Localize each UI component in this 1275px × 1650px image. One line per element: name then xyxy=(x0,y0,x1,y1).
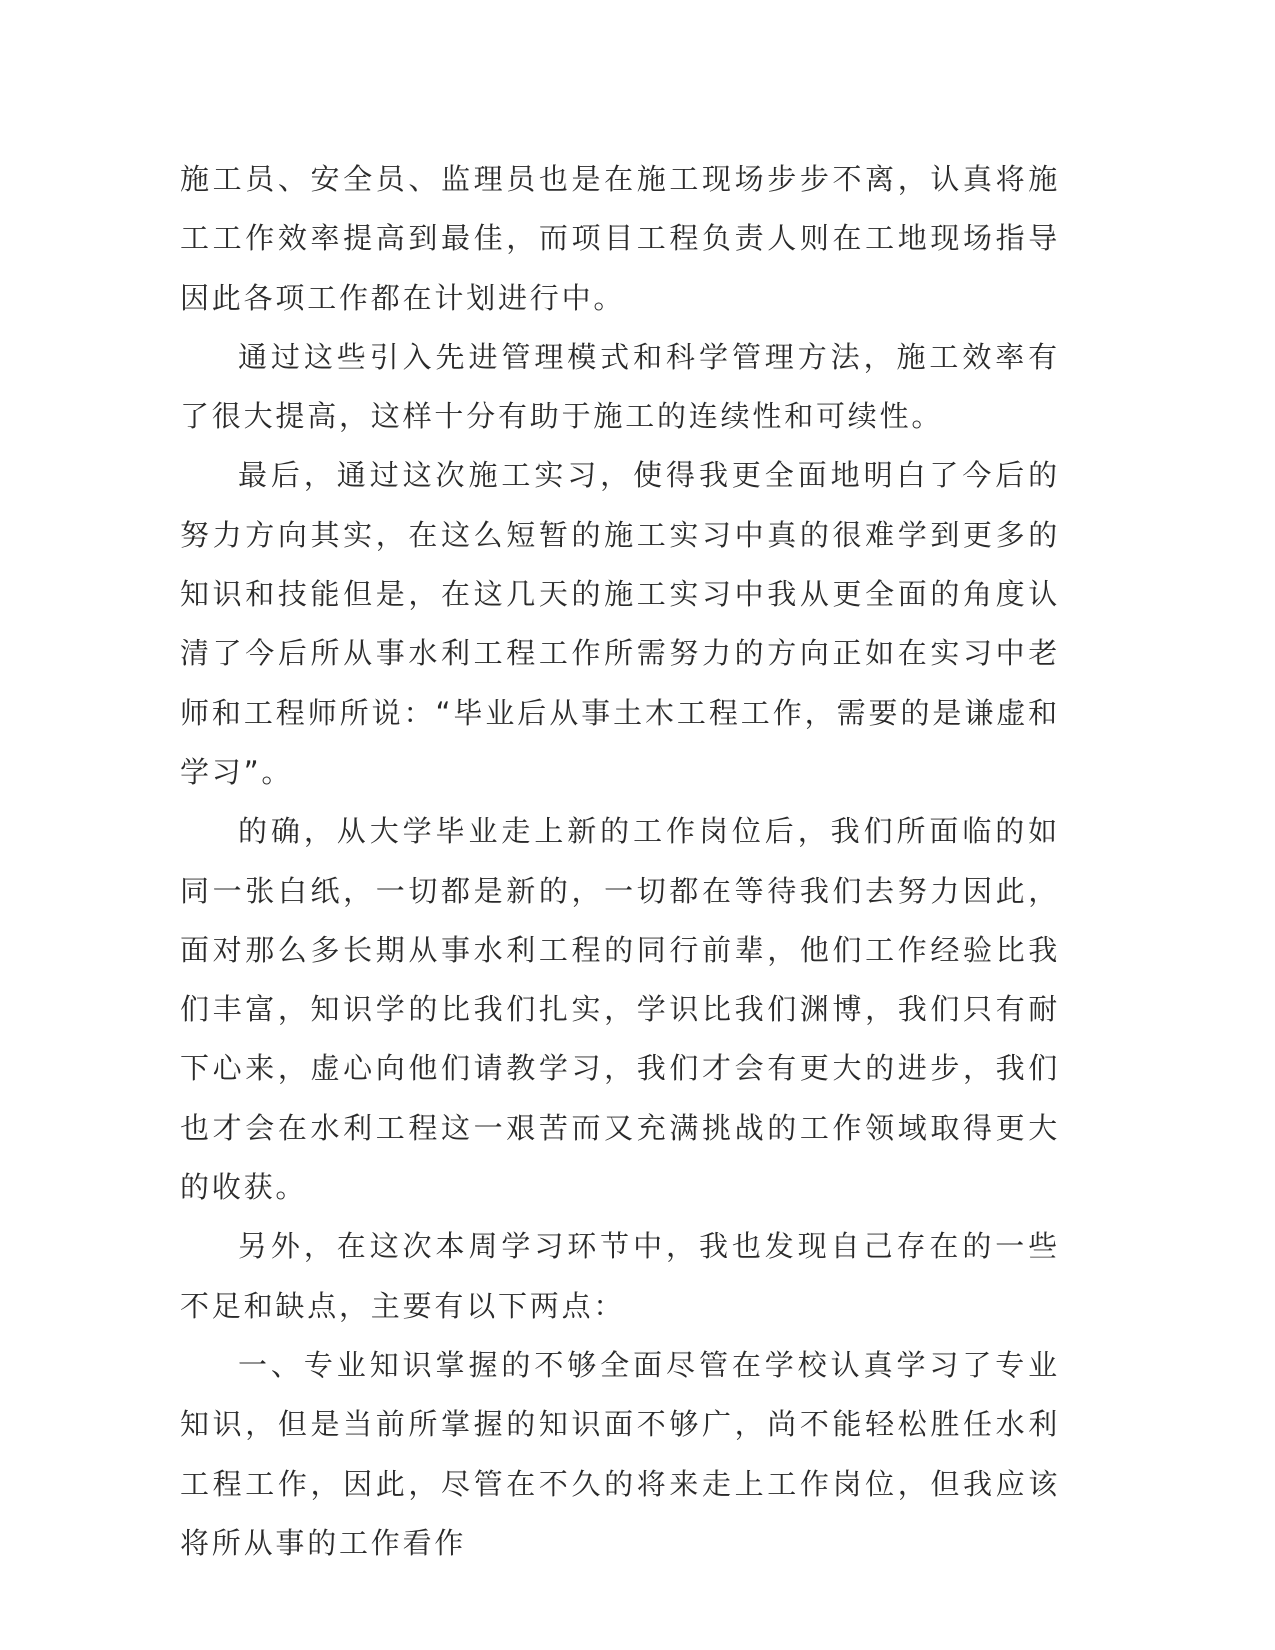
paragraph-continuation: 施工员、安全员、监理员也是在施工现场步步不离，认真将施工工作效率提高到最佳，而项目工程负责人则在工地现场指导因此各项工作都在计划进行中。 xyxy=(180,162,1060,315)
paragraph-new-job: 的确，从大学毕业走上新的工作岗位后，我们所面临的如同一张白纸，一切都是新的，一切都在等待我们去努力因此，面对那么多长期从事水利工程的同行前辈，他们工作经验比我们丰富，知识学的比我们扎实，学识比我们渊博，我们只有耐下心来，虚心向他们请教学习，我们才会有更大的进步，我们也才会在水利工程这一艰苦而又充满挑战的工作领域取得更大的收获。 xyxy=(180,814,1060,1205)
paragraph-management-methods: 通过这些引入先进管理模式和科学管理方法，施工效率有了很大提高，这样十分有助于施工的连续性和可续性。 xyxy=(180,339,1060,434)
paragraph-internship-conclusion: 最后，通过这次施工实习，使得我更全面地明白了今后的努力方向其实，在这么短暂的施工实习中真的很难学到更多的知识和技能但是，在这几天的施工实习中我从更全面的角度认清了今后所从事水利工程工作所需努力的方向正如在实习中老师和工程师所说：“毕业后从事土木工程工作，需要的是谦虚和学习”。 xyxy=(180,458,1060,789)
paragraph-point-one: 一、专业知识掌握的不够全面尽管在学校认真学习了专业知识，但是当前所掌握的知识面不够广，尚不能轻松胜任水利工程工作，因此，尽管在不久的将来走上工作岗位，但我应该将所从事的工作看作 xyxy=(180,1347,1060,1560)
paragraph-shortcomings: 另外，在这次本周学习环节中，我也发现自己存在的一些不足和缺点，主要有以下两点： xyxy=(180,1229,1060,1323)
document-body xyxy=(180,150,1060,1573)
